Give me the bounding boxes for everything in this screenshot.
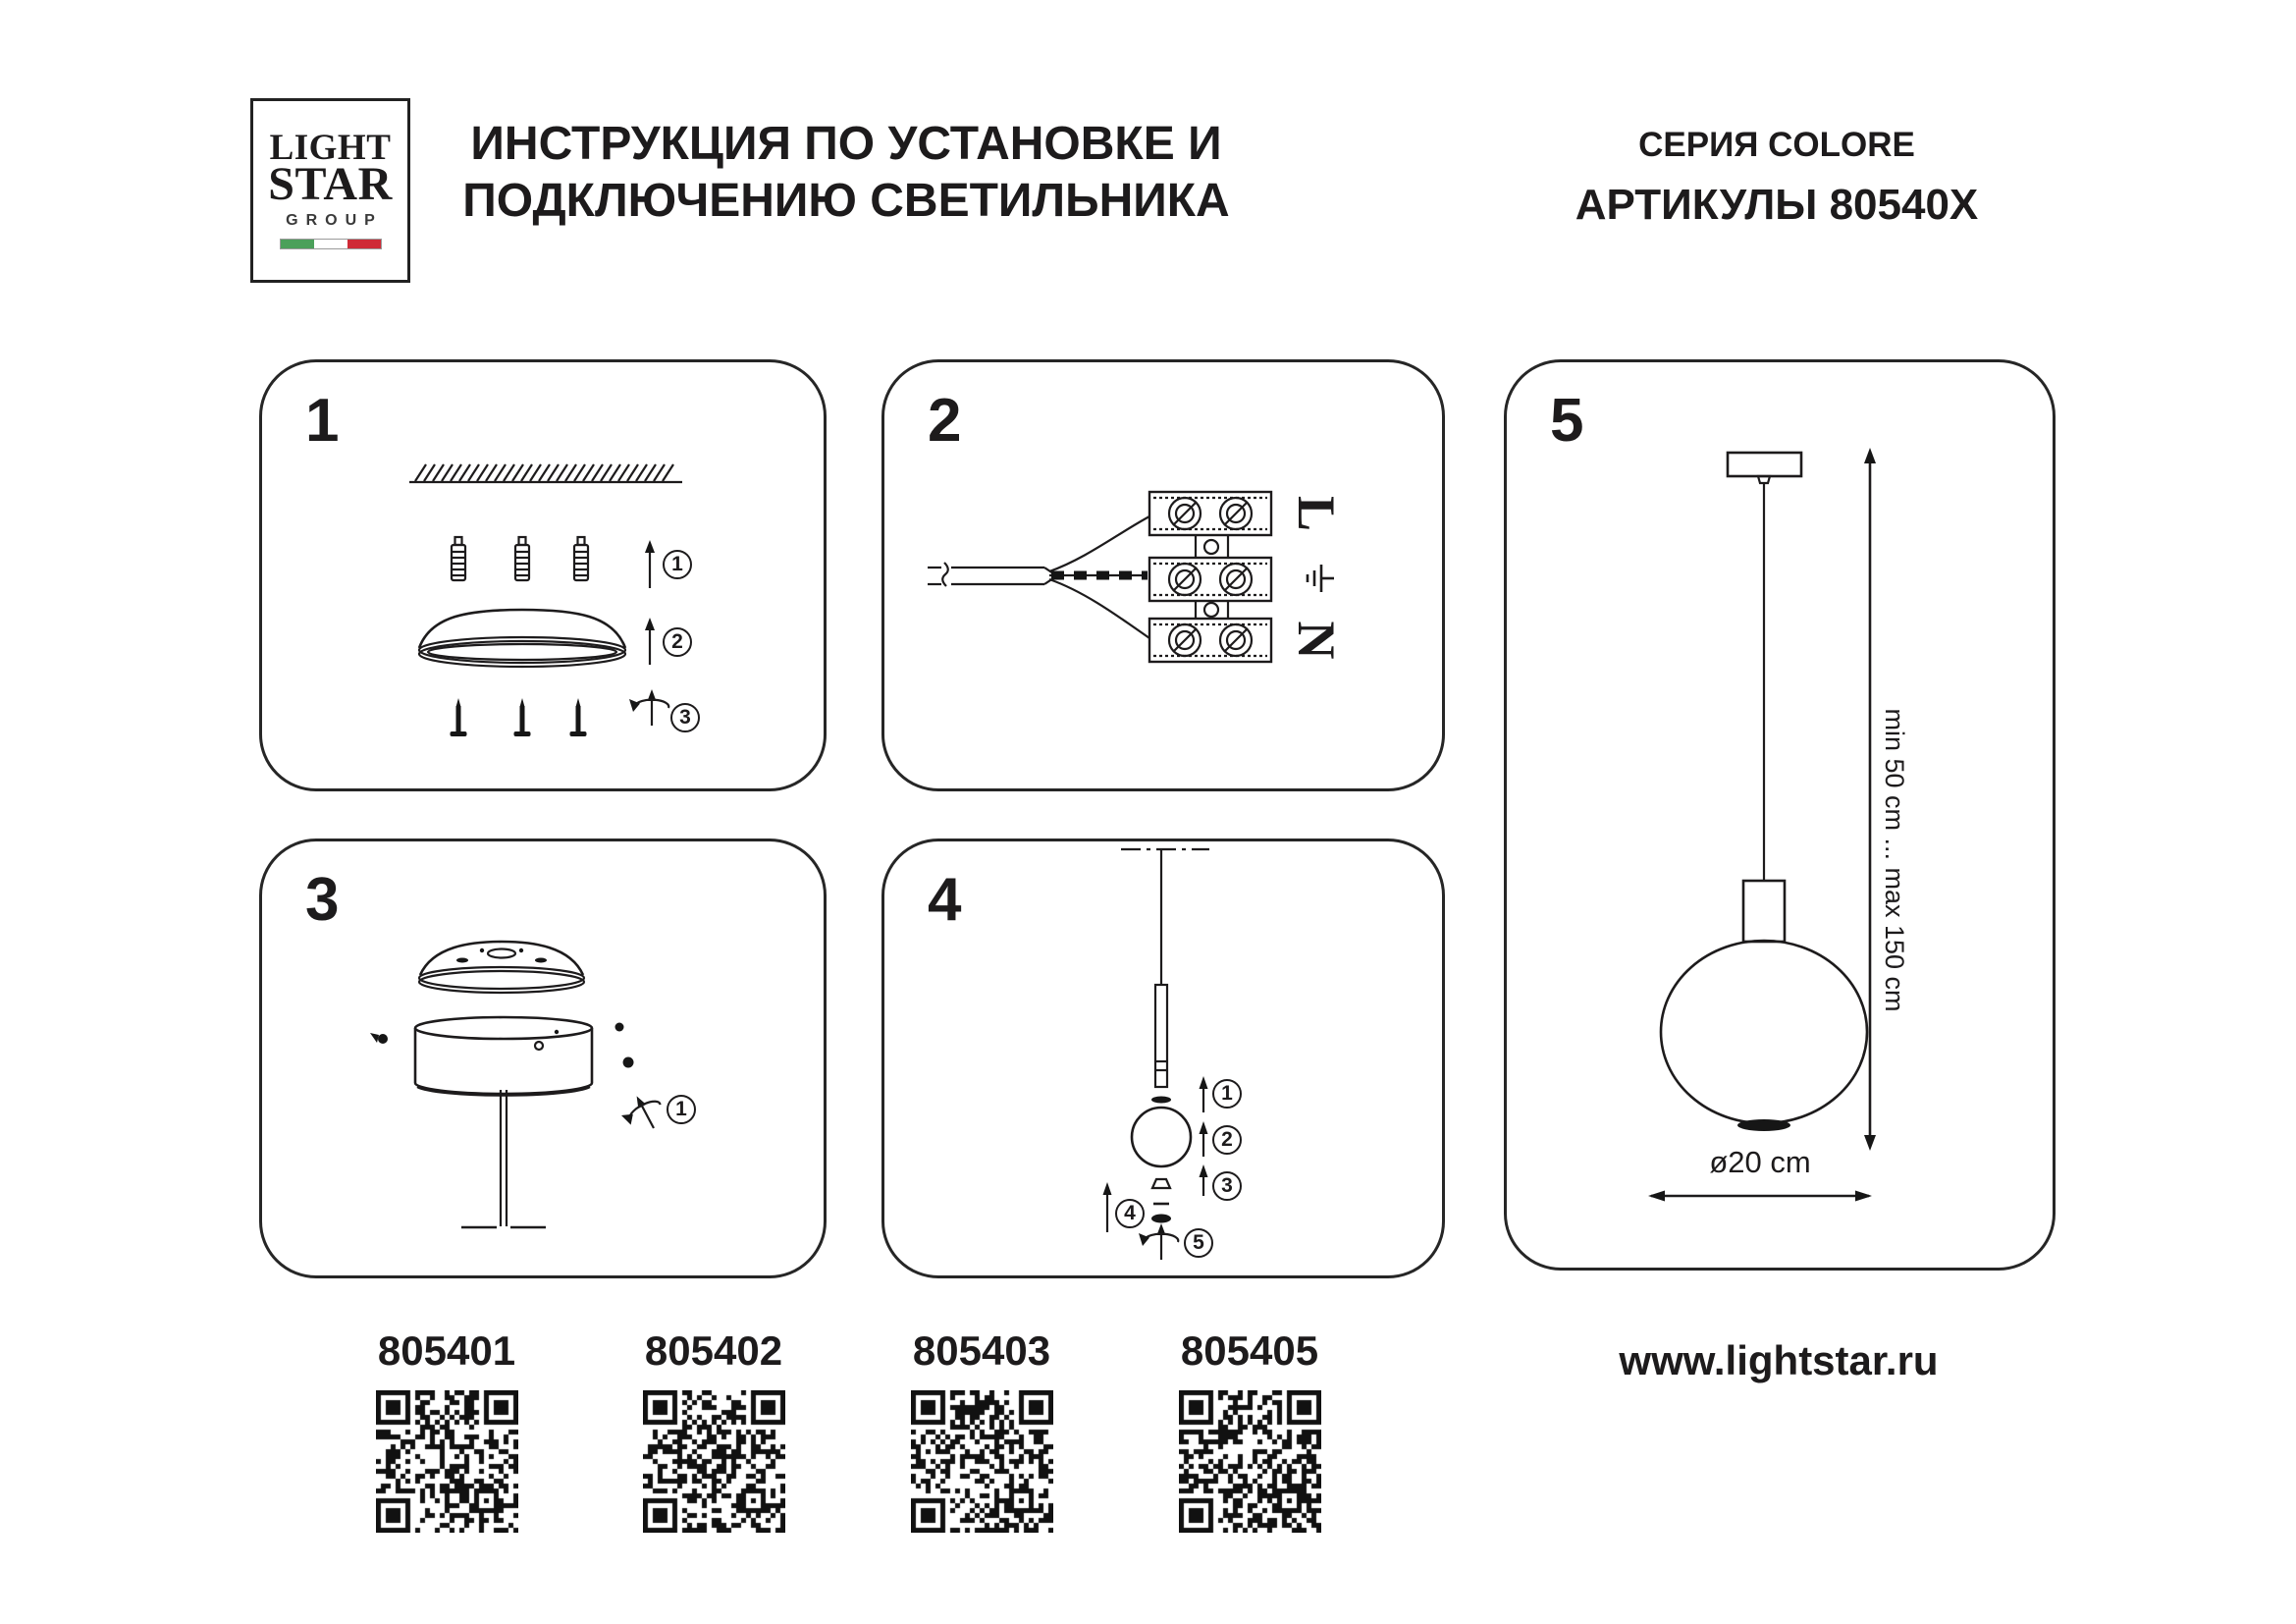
mounting-screws (451, 698, 587, 736)
logo-group-text: GROUP (286, 212, 383, 229)
mains-cable (928, 563, 1053, 586)
qr-code (911, 1390, 1053, 1533)
website-link: www.lightstar.ru (1619, 1337, 1939, 1383)
step-badge-3: 3 (1212, 1171, 1242, 1201)
italian-flag-icon (280, 239, 382, 249)
neutral-wire (1049, 579, 1149, 638)
panel-number: 4 (928, 866, 962, 934)
article-code: 805401 (377, 1327, 516, 1374)
flag-red-stripe (347, 240, 381, 248)
panel-number: 5 (1550, 387, 1584, 455)
panel-dimensions (1504, 359, 2056, 1271)
flag-white-stripe (314, 240, 347, 248)
article-805403 (874, 1327, 1090, 1533)
page-title-line2: ПОДКЛЮЧЕНИЮ СВЕТИЛЬНИКА (462, 175, 1230, 227)
step-badge-4: 4 (1115, 1199, 1145, 1228)
panel2-wiring-drawing (884, 362, 1442, 788)
panel-number: 3 (305, 866, 340, 934)
pendant-lamp-drawing (1661, 453, 1867, 1131)
page-title (454, 116, 1239, 230)
article-805401 (339, 1327, 555, 1533)
panel-step-2 (881, 359, 1445, 791)
step-badge-2: 2 (1212, 1125, 1242, 1155)
series-header (1504, 126, 2050, 230)
rotate-arrow-icon (1139, 1223, 1178, 1260)
article-code: 805405 (1180, 1327, 1319, 1374)
panel-number: 1 (305, 387, 340, 455)
article-code: 805402 (644, 1327, 783, 1374)
fixture-body-drawing (415, 1017, 592, 1227)
articles-title: АРТИКУЛЫ 80540X (1575, 181, 1979, 229)
panel-number: 2 (928, 387, 962, 455)
panel3-drawing (262, 841, 824, 1275)
diameter-dimension-arrow (1648, 1191, 1872, 1202)
panel4-drawing (884, 841, 1442, 1275)
logo-star-text: STAR (268, 158, 393, 210)
page-title-line1: ИНСТРУКЦИЯ ПО УСТАНОВКЕ И (470, 118, 1222, 170)
diameter-label: ø20 cm (1709, 1145, 1811, 1179)
panel-step-3 (259, 839, 827, 1278)
panel-step-4 (881, 839, 1445, 1278)
step-badge-1: 1 (667, 1095, 696, 1124)
panel1-drawing (262, 362, 824, 788)
panel-step-1 (259, 359, 827, 791)
step-badge-2: 2 (663, 627, 692, 657)
wall-anchors (452, 537, 588, 580)
article-805402 (606, 1327, 822, 1533)
panel5-drawing (1507, 362, 2053, 1268)
article-805405 (1142, 1327, 1358, 1533)
height-range-label: min 50 cm ... max 150 cm (1880, 708, 1910, 1012)
rotate-arrow-icon (616, 1088, 668, 1139)
neutral-terminal-label: N (1287, 621, 1346, 660)
step-badge-1: 1 (663, 550, 692, 579)
lightstar-logo (250, 98, 410, 283)
step-badge-5: 5 (1184, 1228, 1213, 1258)
line-wire (1049, 516, 1149, 571)
qr-code (1179, 1390, 1321, 1533)
qr-code (643, 1390, 785, 1533)
rotate-arrow-icon (629, 689, 668, 726)
ceiling-canopy-drawing (419, 610, 625, 667)
qr-code (376, 1390, 518, 1533)
ceiling-hatch (415, 464, 673, 481)
article-code: 805403 (912, 1327, 1051, 1374)
line-terminal-label: L (1287, 495, 1346, 532)
flag-green-stripe (281, 240, 314, 248)
pendant-assembly-drawing (1132, 849, 1191, 1223)
earth-ground-icon (1308, 565, 1334, 592)
canopy-top-view (419, 942, 584, 993)
side-screws (370, 1023, 634, 1068)
step-badge-1: 1 (1212, 1079, 1242, 1109)
series-name: СЕРИЯ COLORE (1638, 126, 1915, 164)
terminal-blocks (1149, 492, 1271, 662)
step-badge-3: 3 (670, 703, 700, 732)
logo-light-text: LIGHT (269, 128, 392, 168)
